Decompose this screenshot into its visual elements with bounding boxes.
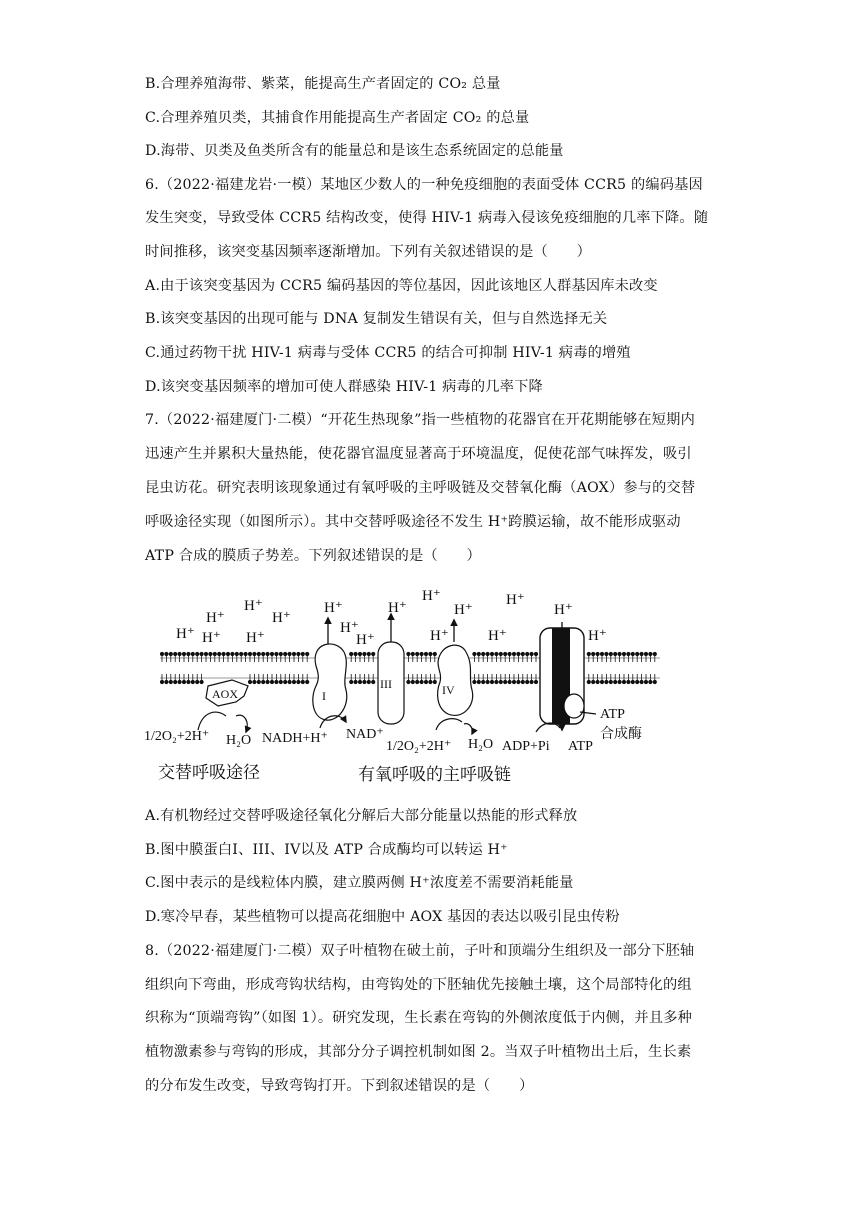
h2o-right: H₂O bbox=[468, 737, 494, 752]
text-line: 8.（2022·福建厦门·二模）双子叶植物在破土前，子叶和顶端分生组织及一部分下胚轴 bbox=[145, 943, 695, 959]
text-line: C.图中表示的是线粒体内膜，建立膜两侧 H⁺浓度差不需要消耗能量 bbox=[145, 875, 574, 891]
h-plus-ion: H⁺ bbox=[422, 588, 441, 604]
h-plus-ion: H⁺ bbox=[340, 620, 359, 636]
h-plus-ion: H⁺ bbox=[588, 628, 607, 644]
complex-3-label: III bbox=[380, 677, 392, 691]
h-plus-ion: H⁺ bbox=[176, 626, 195, 642]
text-line: 织称为“顶端弯钩”（如图 1）。研究发现，生长素在弯钩的外侧浓度低于内侧，并且多种 bbox=[145, 1010, 692, 1026]
h-plus-ion: H⁺ bbox=[454, 602, 473, 618]
respiration-diagram bbox=[140, 582, 660, 792]
h-plus-ion: H⁺ bbox=[244, 598, 263, 614]
text-line: 6.（2022·福建龙岩·一模）某地区少数人的一种免疫细胞的表面受体 CCR5 的编码基因 bbox=[145, 177, 703, 193]
text-line: 时间推移，该突变基因频率逐渐增加。下列有关叙述错误的是（ ） bbox=[145, 244, 592, 260]
text-line: C.合理养殖贝类，其捕食作用能提高生产者固定 CO₂ 的总量 bbox=[145, 110, 530, 126]
main-chain-label: 有氧呼吸的主呼吸链 bbox=[358, 765, 511, 784]
complex-4 bbox=[438, 645, 473, 715]
text-line: D.寒冷早春，某些植物可以提高花细胞中 AOX 基因的表达以吸引昆虫传粉 bbox=[145, 909, 620, 925]
complex-1 bbox=[313, 644, 347, 720]
text-line: C.通过药物干扰 HIV-1 病毒与受体 CCR5 的结合可抑制 HIV-1 病毒的增殖 bbox=[145, 345, 631, 361]
text-line: 植物激素参与弯钩的形成，其部分分子调控机制如图 2。当双子叶植物出土后，生长素 bbox=[145, 1044, 692, 1060]
complex-4-label: IV bbox=[442, 683, 455, 697]
h-plus-ion: H⁺ bbox=[506, 592, 525, 608]
text-line: B.图中膜蛋白I、III、IV以及 ATP 合成酶均可以转运 H⁺ bbox=[145, 842, 508, 858]
text-line: B.合理养殖海带、紫菜，能提高生产者固定的 CO₂ 总量 bbox=[145, 76, 501, 92]
text-line: B.该突变基因的出现可能与 DNA 复制发生错误有关，但与自然选择无关 bbox=[145, 311, 608, 327]
text-line: D.海带、贝类及鱼类所含有的能量总和是该生态系统固定的总能量 bbox=[145, 143, 564, 159]
complex-1-label: I bbox=[322, 689, 326, 703]
text-line: 发生突变，导致受体 CCR5 结构改变，使得 HIV-1 病毒入侵该免疫细胞的几率下降。随 bbox=[145, 210, 709, 226]
h-plus-ion: H⁺ bbox=[324, 600, 343, 616]
h-plus-ion: H⁺ bbox=[206, 610, 225, 626]
h2o-left: H₂O bbox=[226, 733, 252, 748]
atp-bottom-label: ATP bbox=[568, 739, 593, 754]
h-plus-ion: H⁺ bbox=[246, 630, 265, 646]
h-plus-ion: H⁺ bbox=[356, 632, 375, 648]
alt-pathway-label: 交替呼吸途径 bbox=[158, 763, 260, 782]
text-line: 的分布发生改变，导致弯钩打开。下到叙述错误的是（ ） bbox=[145, 1078, 534, 1094]
text-line: ATP 合成的膜质子势差。下列叙述错误的是（ ） bbox=[145, 548, 481, 564]
text-line: 迅速产生并累积大量热能，使花器官温度显著高于环境温度，促使花部气味挥发，吸引 bbox=[145, 446, 692, 462]
text-line: 呼吸途径实现（如图所示）。其中交替呼吸途径不发生 H⁺跨膜运输，故不能形成驱动 bbox=[145, 514, 681, 530]
text-line: 7.（2022·福建厦门·二模）“开花生热现象”指一些植物的花器官在开花期能够在短期内 bbox=[145, 412, 695, 428]
h-plus-ion: H⁺ bbox=[272, 610, 291, 626]
eq-right: 1/2O₂+2H⁺ bbox=[386, 739, 452, 754]
atp-side-label: ATP bbox=[600, 707, 625, 722]
text-line: D.该突变基因频率的增加可使人群感染 HIV-1 病毒的几率下降 bbox=[145, 379, 543, 395]
aox-label: AOX bbox=[212, 687, 238, 701]
h-plus-ion: H⁺ bbox=[202, 630, 221, 646]
adp-label: ADP+Pi bbox=[502, 739, 550, 754]
synthase-label: 合成酶 bbox=[600, 727, 642, 742]
text-line: 组织向下弯曲，形成弯钩状结构，由弯钩处的下胚轴优先接触土壤，这个局部特化的组 bbox=[145, 977, 692, 993]
text-line: A.由于该突变基因为 CCR5 编码基因的等位基因，因此该地区人群基因库未改变 bbox=[145, 278, 658, 294]
h-plus-ion: H⁺ bbox=[388, 600, 407, 616]
text-line: 昆虫访花。研究表明该现象通过有氧呼吸的主呼吸链及交替氧化酶（AOX）参与的交替 bbox=[145, 480, 696, 496]
h-plus-ion: H⁺ bbox=[488, 628, 507, 644]
h-plus-ion: H⁺ bbox=[554, 602, 573, 618]
nad-label: NAD⁺ bbox=[346, 727, 384, 742]
eq-left: 1/2O₂+2H⁺ bbox=[144, 729, 210, 744]
nadh-label: NADH+H⁺ bbox=[262, 731, 328, 746]
h-plus-ion: H⁺ bbox=[430, 628, 449, 644]
text-line: A.有机物经过交替呼吸途径氧化分解后大部分能量以热能的形式释放 bbox=[145, 808, 578, 824]
